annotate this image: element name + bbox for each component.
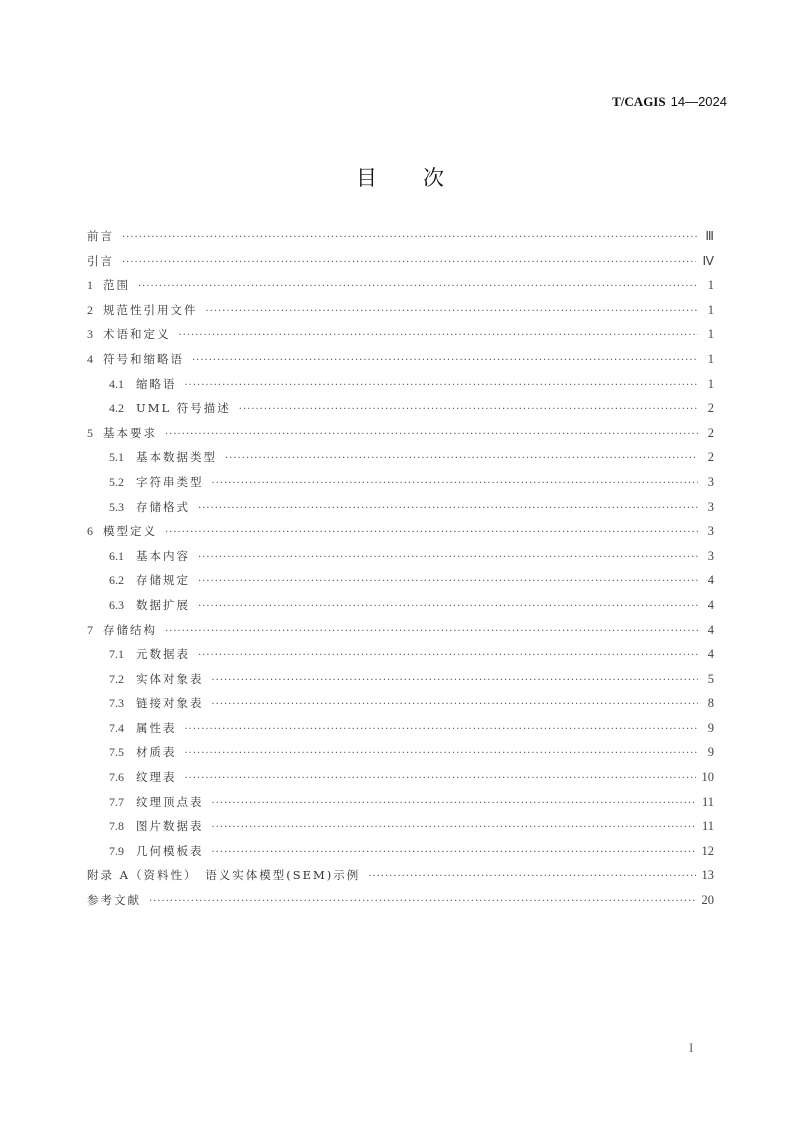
table-of-contents [87, 228, 714, 917]
toc-entry-title: 规范性引用文件 [103, 302, 198, 317]
toc-entry-number: 5.2 [109, 474, 124, 489]
toc-entry[interactable] [87, 695, 714, 720]
toc-entry-title: 符号和缩略语 [103, 351, 184, 366]
toc-entry-title: UML 符号描述 [136, 401, 231, 416]
toc-entry-title: 材质表 [136, 745, 177, 760]
toc-entry-number: 6.3 [109, 597, 124, 612]
toc-entry-number: 7.4 [109, 720, 124, 735]
toc-leader-dots [149, 896, 696, 907]
toc-entry-page: 3 [707, 548, 714, 563]
toc-entry-number: 4.2 [109, 401, 124, 416]
toc-leader-dots [165, 429, 698, 440]
toc-entry-page: 11 [701, 794, 714, 809]
toc-entry-page: 1 [707, 327, 714, 342]
toc-leader-dots [212, 847, 696, 858]
toc-entry-title: 数据扩展 [136, 597, 190, 612]
toc-entry-page: 8 [707, 696, 714, 711]
toc-entry[interactable] [87, 843, 714, 868]
toc-leader-dots [179, 330, 699, 341]
toc-entry[interactable] [87, 400, 714, 425]
toc-entry-title: 基本数据类型 [136, 450, 217, 465]
toc-entry[interactable] [87, 892, 714, 917]
toc-entry-page: 12 [701, 843, 714, 858]
toc-entry[interactable] [87, 867, 714, 892]
toc-entry-number: 7.5 [109, 745, 124, 760]
toc-entry-title: 参考文献 [87, 893, 141, 908]
toc-entry-page: 1 [707, 302, 714, 317]
toc-leader-dots [212, 798, 696, 809]
toc-entry[interactable] [87, 449, 714, 474]
toc-entry-title: 基本内容 [136, 548, 190, 563]
standard-number: 14—2024 [670, 94, 727, 109]
toc-entry[interactable] [87, 646, 714, 671]
toc-entry[interactable] [87, 622, 714, 647]
toc-entry-title: 存储格式 [136, 499, 190, 514]
toc-entry-number: 3 [87, 327, 93, 342]
toc-entry-page: 2 [707, 401, 714, 416]
title-char-2: 次 [423, 166, 444, 190]
toc-leader-dots [206, 306, 699, 317]
toc-entry[interactable] [87, 474, 714, 499]
toc-entry-title: 纹理顶点表 [136, 794, 204, 809]
toc-entry-title: 缩略语 [136, 376, 177, 391]
toc-entry[interactable] [87, 228, 714, 253]
toc-entry-page: 4 [707, 573, 714, 588]
toc-leader-dots [212, 699, 699, 710]
toc-leader-dots [198, 503, 698, 514]
toc-entry[interactable] [87, 302, 714, 327]
toc-entry-page: 13 [701, 868, 714, 883]
toc-leader-dots [138, 281, 698, 292]
toc-entry-page: 1 [707, 351, 714, 366]
toc-entry[interactable] [87, 351, 714, 376]
toc-leader-dots [198, 576, 698, 587]
toc-entry-number: 4 [87, 351, 93, 366]
toc-entry-page: 10 [701, 770, 714, 785]
toc-entry-page: 3 [707, 474, 714, 489]
toc-leader-dots [198, 552, 698, 563]
toc-entry-number: 7.3 [109, 696, 124, 711]
toc-entry-title: 存储结构 [103, 622, 157, 637]
toc-leader-dots [225, 453, 698, 464]
toc-entry-title: 几何模板表 [136, 843, 204, 858]
toc-entry-page: 5 [707, 671, 714, 686]
toc-leader-dots [192, 355, 698, 366]
toc-entry[interactable] [87, 572, 714, 597]
toc-entry-number: 1 [87, 278, 93, 293]
toc-entry-number: 5 [87, 425, 93, 440]
toc-leader-dots [185, 748, 699, 759]
toc-entry-number: 5.3 [109, 499, 124, 514]
toc-entry-number: 7.8 [109, 819, 124, 834]
page-title [0, 162, 800, 192]
toc-entry[interactable] [87, 744, 714, 769]
toc-entry-page: 3 [707, 499, 714, 514]
toc-entry-number: 7.1 [109, 647, 124, 662]
toc-entry-title: 模型定义 [103, 524, 157, 539]
toc-entry-number: 5.1 [109, 450, 124, 465]
toc-entry-page: 11 [701, 819, 714, 834]
toc-entry-title: 前言 [87, 229, 114, 243]
toc-entry-number: 6 [87, 524, 93, 539]
toc-entry[interactable] [87, 671, 714, 696]
toc-leader-dots [165, 626, 698, 637]
toc-entry-page: 9 [707, 745, 714, 760]
toc-entry[interactable] [87, 720, 714, 745]
toc-entry[interactable] [87, 425, 714, 450]
toc-entry-page: 3 [707, 524, 714, 539]
toc-entry-page: 9 [707, 720, 714, 735]
toc-leader-dots [198, 601, 698, 612]
toc-entry-page: 1 [707, 376, 714, 391]
toc-leader-dots [165, 527, 698, 538]
toc-entry-number: 6.1 [109, 548, 124, 563]
toc-entry-title: 实体对象表 [136, 671, 204, 686]
toc-entry-page: 2 [707, 425, 714, 440]
toc-entry-page: 20 [701, 893, 714, 908]
standard-prefix: T/CAGIS [612, 94, 666, 109]
toc-entry-number: 7.7 [109, 794, 124, 809]
toc-entry-page: 1 [707, 278, 714, 293]
page-number: I [689, 1040, 694, 1055]
toc-leader-dots [122, 232, 698, 243]
toc-entry[interactable] [87, 794, 714, 819]
toc-entry[interactable] [87, 376, 714, 401]
toc-entry-title: 元数据表 [136, 647, 190, 662]
toc-entry[interactable] [87, 597, 714, 622]
toc-entry-page: 4 [707, 622, 714, 637]
toc-entry-page: Ⅳ [702, 253, 714, 268]
toc-entry[interactable] [87, 499, 714, 524]
toc-entry[interactable] [87, 253, 714, 278]
toc-entry[interactable] [87, 523, 714, 548]
toc-leader-dots [185, 724, 699, 735]
toc-entry-page: Ⅲ [705, 229, 714, 243]
toc-leader-dots [198, 650, 698, 661]
toc-entry[interactable] [87, 277, 714, 302]
toc-entry-number: 2 [87, 302, 93, 317]
toc-entry[interactable] [87, 326, 714, 351]
toc-entry-number: 7.6 [109, 770, 124, 785]
toc-entry-title: 术语和定义 [103, 327, 171, 342]
toc-entry-title: 图片数据表 [136, 819, 204, 834]
toc-leader-dots [212, 822, 696, 833]
toc-entry-number: 6.2 [109, 573, 124, 588]
toc-entry[interactable] [87, 818, 714, 843]
toc-entry[interactable] [87, 769, 714, 794]
toc-entry-page: 4 [707, 647, 714, 662]
toc-leader-dots [239, 404, 698, 415]
toc-entry-title: 字符串类型 [136, 474, 204, 489]
toc-entry-number: 7.2 [109, 671, 124, 686]
toc-entry-number: 7.9 [109, 843, 124, 858]
title-char-1: 目 [356, 166, 377, 190]
toc-entry-page: 4 [707, 597, 714, 612]
toc-entry-title: 范围 [103, 278, 130, 293]
toc-leader-dots [212, 478, 699, 489]
toc-entry-number: 4.1 [109, 376, 124, 391]
toc-entry-title: 链接对象表 [136, 696, 204, 711]
toc-entry-title: 属性表 [136, 720, 177, 735]
toc-leader-dots [185, 380, 699, 391]
toc-leader-dots [122, 257, 696, 268]
toc-entry-number: 7 [87, 622, 93, 637]
toc-entry-title: 附录 A（资料性） 语义实体模型(SEM)示例 [87, 868, 361, 883]
standard-code [612, 94, 727, 110]
toc-entry[interactable] [87, 548, 714, 573]
toc-entry-title: 引言 [87, 253, 114, 268]
toc-leader-dots [212, 675, 699, 686]
toc-entry-title: 存储规定 [136, 573, 190, 588]
toc-entry-title: 基本要求 [103, 425, 157, 440]
toc-leader-dots [368, 871, 695, 882]
toc-entry-page: 2 [707, 450, 714, 465]
toc-leader-dots [185, 773, 696, 784]
toc-entry-title: 纹理表 [136, 770, 177, 785]
